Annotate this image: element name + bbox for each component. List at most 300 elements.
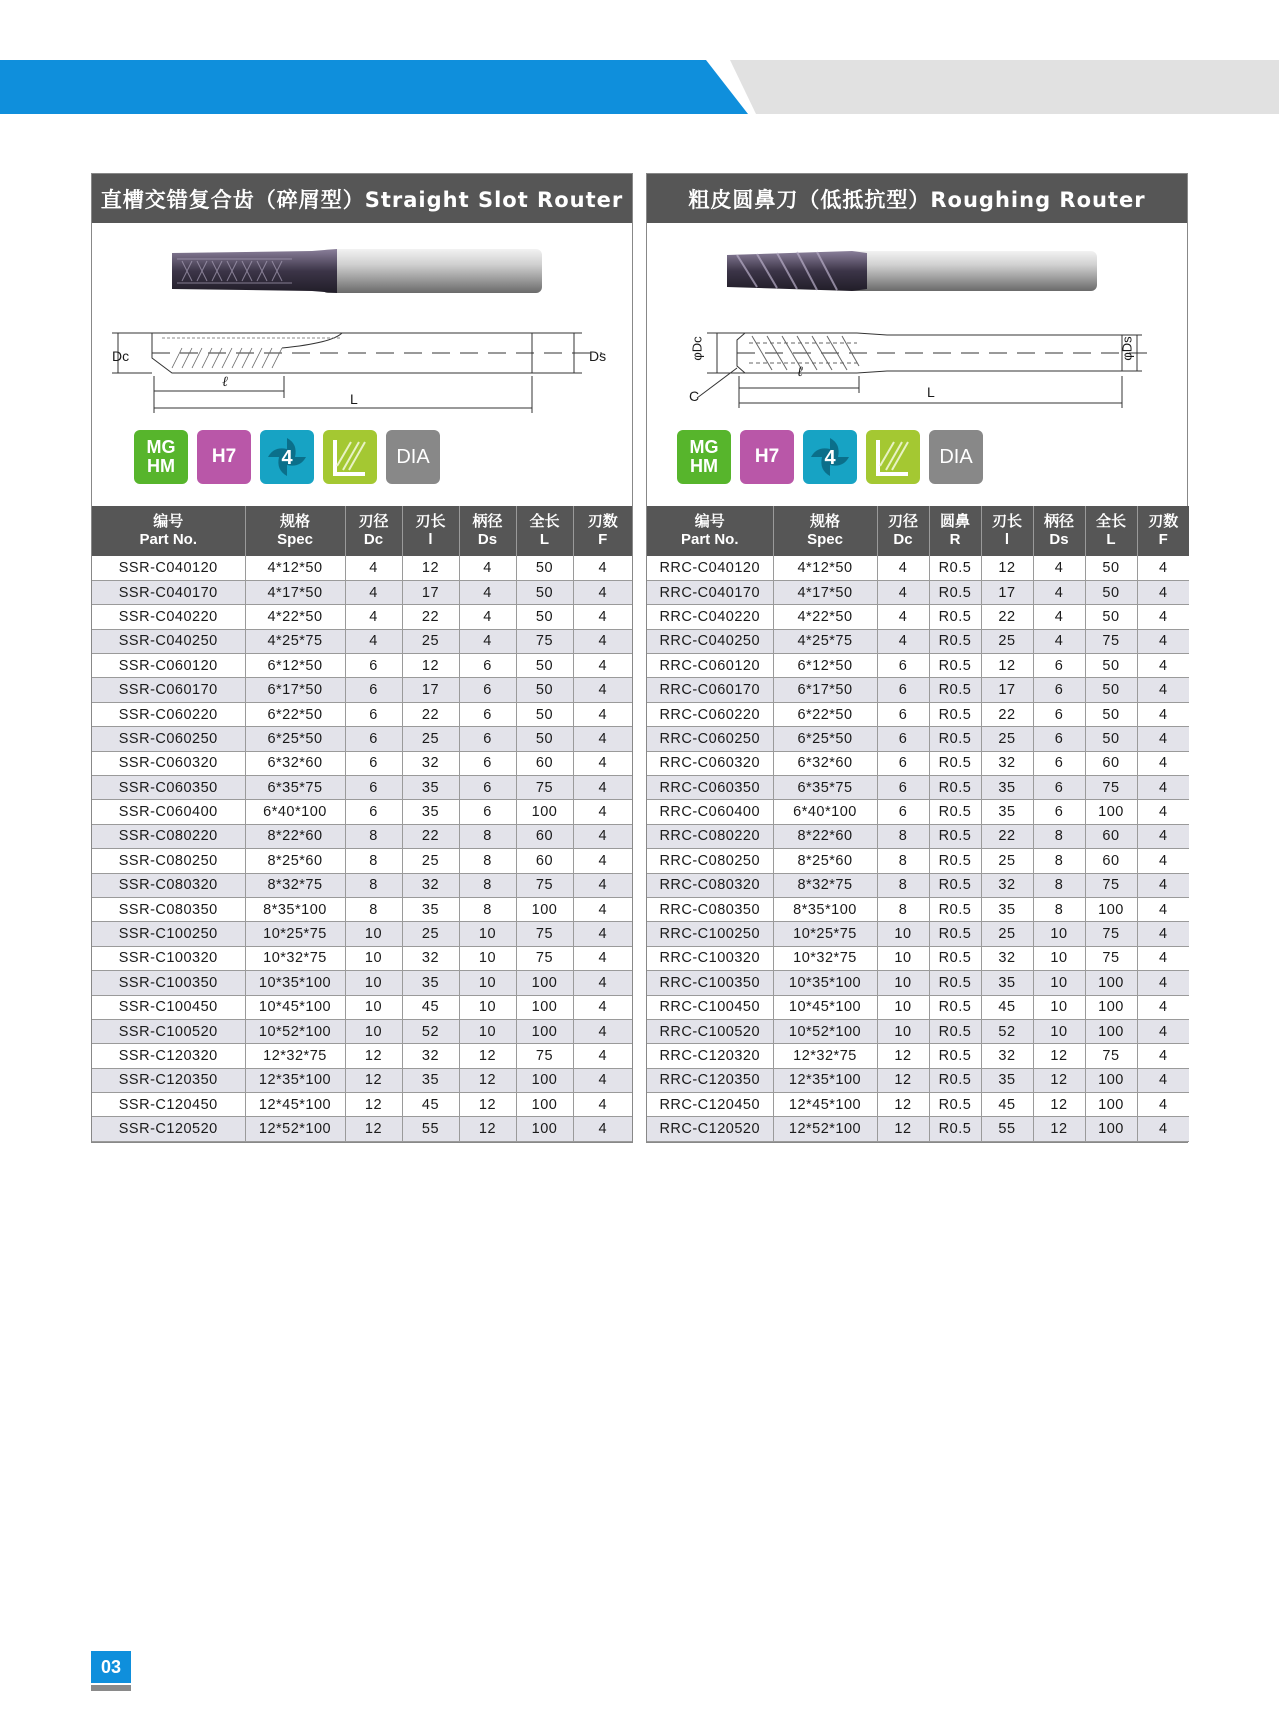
spec-cell: R0.5 [929,1019,981,1043]
table-row [92,654,632,678]
table-row [92,1044,632,1068]
spec-cell: 100 [1085,971,1137,995]
table-row [647,1117,1189,1141]
table-row [92,800,632,824]
spec-cell: 10*32*75 [245,946,345,970]
spec-cell: 4 [573,580,632,604]
spec-cell: 4 [573,1093,632,1117]
spec-cell: R0.5 [929,800,981,824]
spec-cell: 75 [516,776,573,800]
spec-cell: 4 [1137,629,1189,653]
spec-cell: 6*17*50 [773,678,877,702]
spec-cell: 4 [573,605,632,629]
spec-cell: 50 [516,654,573,678]
spec-cell: 4 [1137,727,1189,751]
spec-cell: 50 [516,727,573,751]
spec-cell: 35 [402,800,459,824]
table-row [647,580,1189,604]
spec-cell: 4 [1137,946,1189,970]
spec-cell: 75 [1085,776,1137,800]
table-row [92,580,632,604]
part-number-cell: RRC-C080250 [647,849,773,873]
ds-label: φDs [1119,336,1135,361]
spec-cell: 4 [345,580,402,604]
spec-cell: 4 [573,702,632,726]
spec-cell: 22 [402,702,459,726]
spec-cell: 6 [877,727,929,751]
spec-cell: 8*32*75 [773,873,877,897]
spec-cell: 32 [402,873,459,897]
spec-cell: 32 [981,873,1033,897]
part-number-cell: RRC-C120320 [647,1044,773,1068]
table-row [647,897,1189,921]
spec-cell: R0.5 [929,776,981,800]
spec-cell: 25 [981,849,1033,873]
tolerance-badge: H7 [197,430,251,484]
table-row [647,1068,1189,1092]
spec-cell: 100 [1085,800,1137,824]
spec-cell: 12 [345,1117,402,1141]
table-row [92,897,632,921]
spec-cell: 4 [573,678,632,702]
spec-cell: 10 [345,971,402,995]
spec-cell: 12 [402,556,459,580]
part-number-cell: RRC-C100250 [647,922,773,946]
spec-cell: 25 [402,629,459,653]
spec-cell: 100 [516,995,573,1019]
spec-cell: 4 [573,1117,632,1141]
spec-cell: 22 [981,824,1033,848]
spec-cell: 75 [516,922,573,946]
spec-cell: 12*32*75 [773,1044,877,1068]
table-row [647,605,1189,629]
spec-cell: 4 [345,556,402,580]
straight-slot-router-panel [91,173,633,1143]
spec-cell: 10 [345,1019,402,1043]
spec-cell: R0.5 [929,1093,981,1117]
spec-cell: 12 [402,654,459,678]
banner-gray-stripe [700,60,1279,114]
spec-cell: 35 [981,971,1033,995]
spec-cell: 4 [877,580,929,604]
spec-cell: 6 [345,800,402,824]
spec-cell: 55 [981,1117,1033,1141]
spec-cell: R0.5 [929,897,981,921]
spec-cell: 12 [981,654,1033,678]
spec-cell: 6 [877,678,929,702]
spec-cell: 4 [1137,849,1189,873]
spec-cell: 6 [459,678,516,702]
part-number-cell: SSR-C060120 [92,654,245,678]
spec-cell: 10 [459,971,516,995]
spec-cell: 8 [877,897,929,921]
spec-cell: 4 [573,556,632,580]
spec-cell: 6 [1033,776,1085,800]
spec-cell: 4 [345,605,402,629]
spec-cell: 4 [1137,751,1189,775]
material-badge: MG HM [134,430,188,484]
spec-cell: 8 [459,897,516,921]
table-row [647,995,1189,1019]
part-number-cell: RRC-C120520 [647,1117,773,1141]
spec-cell: 4 [1033,580,1085,604]
part-number-cell: RRC-C100520 [647,1019,773,1043]
spec-cell: 50 [1085,605,1137,629]
spec-cell: 6 [459,702,516,726]
router-photo [727,241,1107,301]
spec-cell: 50 [1085,727,1137,751]
part-number-cell: SSR-C100520 [92,1019,245,1043]
spec-cell: 4 [1137,971,1189,995]
spec-cell: 12 [877,1093,929,1117]
spec-cell: 100 [516,1117,573,1141]
spec-cell: R0.5 [929,849,981,873]
spec-cell: 12*45*100 [773,1093,877,1117]
spec-cell: 4*12*50 [773,556,877,580]
spec-cell: 4 [573,873,632,897]
spec-cell: 100 [516,1093,573,1117]
part-number-cell: SSR-C100320 [92,946,245,970]
spec-cell: 4 [1137,702,1189,726]
spec-cell: 22 [981,605,1033,629]
column-header: 规格 Spec [245,506,345,556]
table-row [92,678,632,702]
table-row [92,971,632,995]
spec-cell: 10*45*100 [245,995,345,1019]
spec-cell: 8 [459,849,516,873]
table-row [647,824,1189,848]
diamond-coating-badge: DIA [929,430,983,484]
flute-count-badge [803,430,857,484]
spec-cell: R0.5 [929,751,981,775]
spec-cell: 4 [345,629,402,653]
feature-badges [677,430,983,484]
part-number-cell: RRC-C060120 [647,654,773,678]
spec-cell: 75 [516,629,573,653]
spec-cell: 12 [877,1044,929,1068]
part-number-cell: SSR-C080220 [92,824,245,848]
part-number-cell: SSR-C060320 [92,751,245,775]
spec-cell: 75 [1085,922,1137,946]
spec-cell: 8 [1033,897,1085,921]
spec-cell: 100 [1085,1093,1137,1117]
spec-cell: 45 [402,1093,459,1117]
table-row [647,702,1189,726]
part-number-cell: RRC-C100450 [647,995,773,1019]
spec-cell: 50 [516,605,573,629]
router-photo [172,241,552,301]
spec-cell: 4 [573,751,632,775]
table-row [92,873,632,897]
spec-cell: 50 [1085,556,1137,580]
spec-cell: R0.5 [929,824,981,848]
spec-cell: 4*25*75 [245,629,345,653]
spec-cell: R0.5 [929,654,981,678]
spec-cell: 10 [459,922,516,946]
spec-cell: 4 [1137,605,1189,629]
spec-cell: 100 [1085,1117,1137,1141]
spec-cell: 100 [516,800,573,824]
table-row [647,776,1189,800]
table-row [647,1093,1189,1117]
spec-cell: 10 [345,946,402,970]
table-body [92,556,632,1141]
spec-cell: 35 [981,897,1033,921]
column-header: 规格 Spec [773,506,877,556]
spec-cell: 50 [1085,654,1137,678]
spec-cell: 8 [1033,849,1085,873]
spec-cell: R0.5 [929,1117,981,1141]
helix-icon [323,430,377,484]
column-header: 刃数 F [573,506,632,556]
spec-cell: 4 [459,556,516,580]
spec-cell: 8*22*60 [773,824,877,848]
spec-cell: 50 [516,556,573,580]
table-row [647,654,1189,678]
part-number-cell: RRC-C120450 [647,1093,773,1117]
spec-cell: 10 [1033,946,1085,970]
spec-cell: R0.5 [929,873,981,897]
spec-cell: 8 [459,824,516,848]
spec-cell: R0.5 [929,678,981,702]
table-row [92,629,632,653]
part-number-cell: SSR-C040120 [92,556,245,580]
part-number-cell: RRC-C080350 [647,897,773,921]
table-row [647,1044,1189,1068]
roughing-router-panel [646,173,1188,1143]
spec-cell: 10 [1033,1019,1085,1043]
spec-cell: 4*25*75 [773,629,877,653]
spec-cell: 22 [981,702,1033,726]
spec-cell: 12 [459,1044,516,1068]
spec-cell: 6*12*50 [245,654,345,678]
spec-cell: 6*40*100 [773,800,877,824]
spec-cell: 22 [402,605,459,629]
spec-cell: 6*35*75 [245,776,345,800]
spec-cell: 8 [345,849,402,873]
spec-cell: 100 [516,971,573,995]
part-number-cell: RRC-C120350 [647,1068,773,1092]
spec-cell: 4 [573,1019,632,1043]
helix-icon [866,430,920,484]
spec-cell: 6 [345,654,402,678]
spec-cell: 10 [345,995,402,1019]
page-number-underline [91,1685,131,1691]
spec-cell: 6*35*75 [773,776,877,800]
spec-cell: R0.5 [929,702,981,726]
spec-cell: 52 [402,1019,459,1043]
spec-cell: 6*25*50 [245,727,345,751]
spec-cell: R0.5 [929,605,981,629]
spec-cell: 10*25*75 [245,922,345,946]
spec-cell: 6*22*50 [245,702,345,726]
table-row [647,678,1189,702]
spec-cell: 100 [1085,995,1137,1019]
spec-cell: 25 [402,849,459,873]
spec-cell: 10*45*100 [773,995,877,1019]
spec-cell: 4 [1137,776,1189,800]
spec-cell: 35 [402,776,459,800]
spec-cell: 8*35*100 [773,897,877,921]
spec-cell: 4 [573,849,632,873]
spec-cell: 45 [981,1093,1033,1117]
part-number-cell: SSR-C040250 [92,629,245,653]
table-row [647,556,1189,580]
spec-cell: 4 [1137,580,1189,604]
spec-cell: 22 [402,824,459,848]
column-header: 柄径 Ds [1033,506,1085,556]
spec-cell: 4 [1137,1093,1189,1117]
table-row [92,1117,632,1141]
spec-cell: 6 [459,751,516,775]
spec-cell: 6 [345,727,402,751]
spec-cell: 25 [981,922,1033,946]
column-header: 刃径 Dc [877,506,929,556]
spec-cell: 4 [573,629,632,653]
part-number-cell: SSR-C120350 [92,1068,245,1092]
spec-cell: 10 [345,922,402,946]
part-number-cell: RRC-C080220 [647,824,773,848]
spec-cell: 8 [345,824,402,848]
svg-text:4: 4 [281,447,293,469]
spec-cell: 12*52*100 [773,1117,877,1141]
spec-cell: 12 [345,1044,402,1068]
column-header: 圆鼻 R [929,506,981,556]
spec-cell: 4 [573,946,632,970]
spec-cell: 12*52*100 [245,1117,345,1141]
panel-title: 粗皮圆鼻刀（低抵抗型）Roughing Router [647,174,1187,223]
spec-cell: 4 [459,605,516,629]
spec-cell: 75 [516,1044,573,1068]
part-number-cell: RRC-C080320 [647,873,773,897]
spec-cell: 50 [516,702,573,726]
overall-length-label: L [927,384,935,400]
part-number-cell: SSR-C100350 [92,971,245,995]
spec-cell: 10 [877,971,929,995]
spec-cell: 10 [1033,995,1085,1019]
spec-cell: 4 [573,1068,632,1092]
spec-cell: 4*22*50 [245,605,345,629]
spec-cell: 8*22*60 [245,824,345,848]
spec-cell: 4 [1137,1117,1189,1141]
tolerance-badge: H7 [740,430,794,484]
diamond-coating-badge: DIA [386,430,440,484]
spec-cell: 8 [877,873,929,897]
spec-cell: 6 [877,654,929,678]
flute-count-badge [260,430,314,484]
page-number: 03 [91,1651,131,1683]
spec-cell: 10*32*75 [773,946,877,970]
product-figure [647,223,1187,506]
spec-cell: 4 [1033,605,1085,629]
spec-cell: R0.5 [929,1068,981,1092]
spec-cell: 4*22*50 [773,605,877,629]
left-spec-table [92,506,632,1142]
spec-cell: 10*35*100 [245,971,345,995]
column-header: 全长 L [1085,506,1137,556]
spec-cell: 4 [877,556,929,580]
spec-cell: 6*12*50 [773,654,877,678]
table-body [647,556,1189,1141]
spec-cell: 75 [1085,946,1137,970]
spec-cell: 10 [459,1019,516,1043]
spec-cell: 75 [1085,873,1137,897]
spec-cell: 12 [345,1068,402,1092]
spec-cell: 12 [1033,1117,1085,1141]
router-technical-drawing [667,318,1167,418]
spec-cell: 60 [1085,849,1137,873]
spec-cell: 4*17*50 [773,580,877,604]
spec-cell: 4 [877,605,929,629]
spec-cell: 12*45*100 [245,1093,345,1117]
spec-cell: 4 [459,580,516,604]
spec-cell: 10*52*100 [245,1019,345,1043]
spec-cell: 32 [981,946,1033,970]
spec-cell: 6 [345,702,402,726]
spec-cell: 50 [516,580,573,604]
spec-cell: 8 [1033,824,1085,848]
spec-cell: 10 [459,946,516,970]
dc-label: φDc [689,336,705,361]
part-number-cell: SSR-C120450 [92,1093,245,1117]
table-row [92,702,632,726]
spec-cell: R0.5 [929,922,981,946]
part-number-cell: SSR-C120320 [92,1044,245,1068]
spec-cell: 4 [573,824,632,848]
spec-cell: 45 [981,995,1033,1019]
table-row [92,751,632,775]
spec-cell: 75 [516,873,573,897]
part-number-cell: SSR-C060250 [92,727,245,751]
part-number-cell: SSR-C040170 [92,580,245,604]
spec-cell: 10 [1033,922,1085,946]
table-row [647,629,1189,653]
spec-cell: 10 [877,995,929,1019]
spec-cell: 35 [402,897,459,921]
spec-cell: 8*25*60 [773,849,877,873]
spec-cell: 4 [1137,556,1189,580]
spec-cell: 4 [573,922,632,946]
part-number-cell: SSR-C100450 [92,995,245,1019]
spec-cell: 6 [1033,654,1085,678]
spec-cell: 12 [1033,1068,1085,1092]
spec-cell: 8 [345,897,402,921]
svg-text:4: 4 [824,447,836,469]
spec-cell: 10*25*75 [773,922,877,946]
spec-cell: 25 [402,922,459,946]
spec-cell: 6 [345,678,402,702]
spec-cell: 35 [981,776,1033,800]
spec-cell: 100 [1085,1019,1137,1043]
table-row [92,605,632,629]
flute-length-label: ℓ [797,365,803,380]
spec-cell: 12 [1033,1044,1085,1068]
part-number-cell: SSR-C060170 [92,678,245,702]
part-number-cell: RRC-C040220 [647,605,773,629]
spec-cell: 60 [516,849,573,873]
part-number-cell: RRC-C060350 [647,776,773,800]
overall-length-label: L [350,391,358,407]
spec-cell: 4*17*50 [245,580,345,604]
spec-cell: 4 [573,971,632,995]
four-flute-icon [803,430,857,484]
banner-blue-stripe [0,60,748,114]
column-header: 刃长 l [981,506,1033,556]
spec-cell: 12*35*100 [773,1068,877,1092]
table-row [647,922,1189,946]
spec-cell: 4*12*50 [245,556,345,580]
spec-cell: 12*32*75 [245,1044,345,1068]
